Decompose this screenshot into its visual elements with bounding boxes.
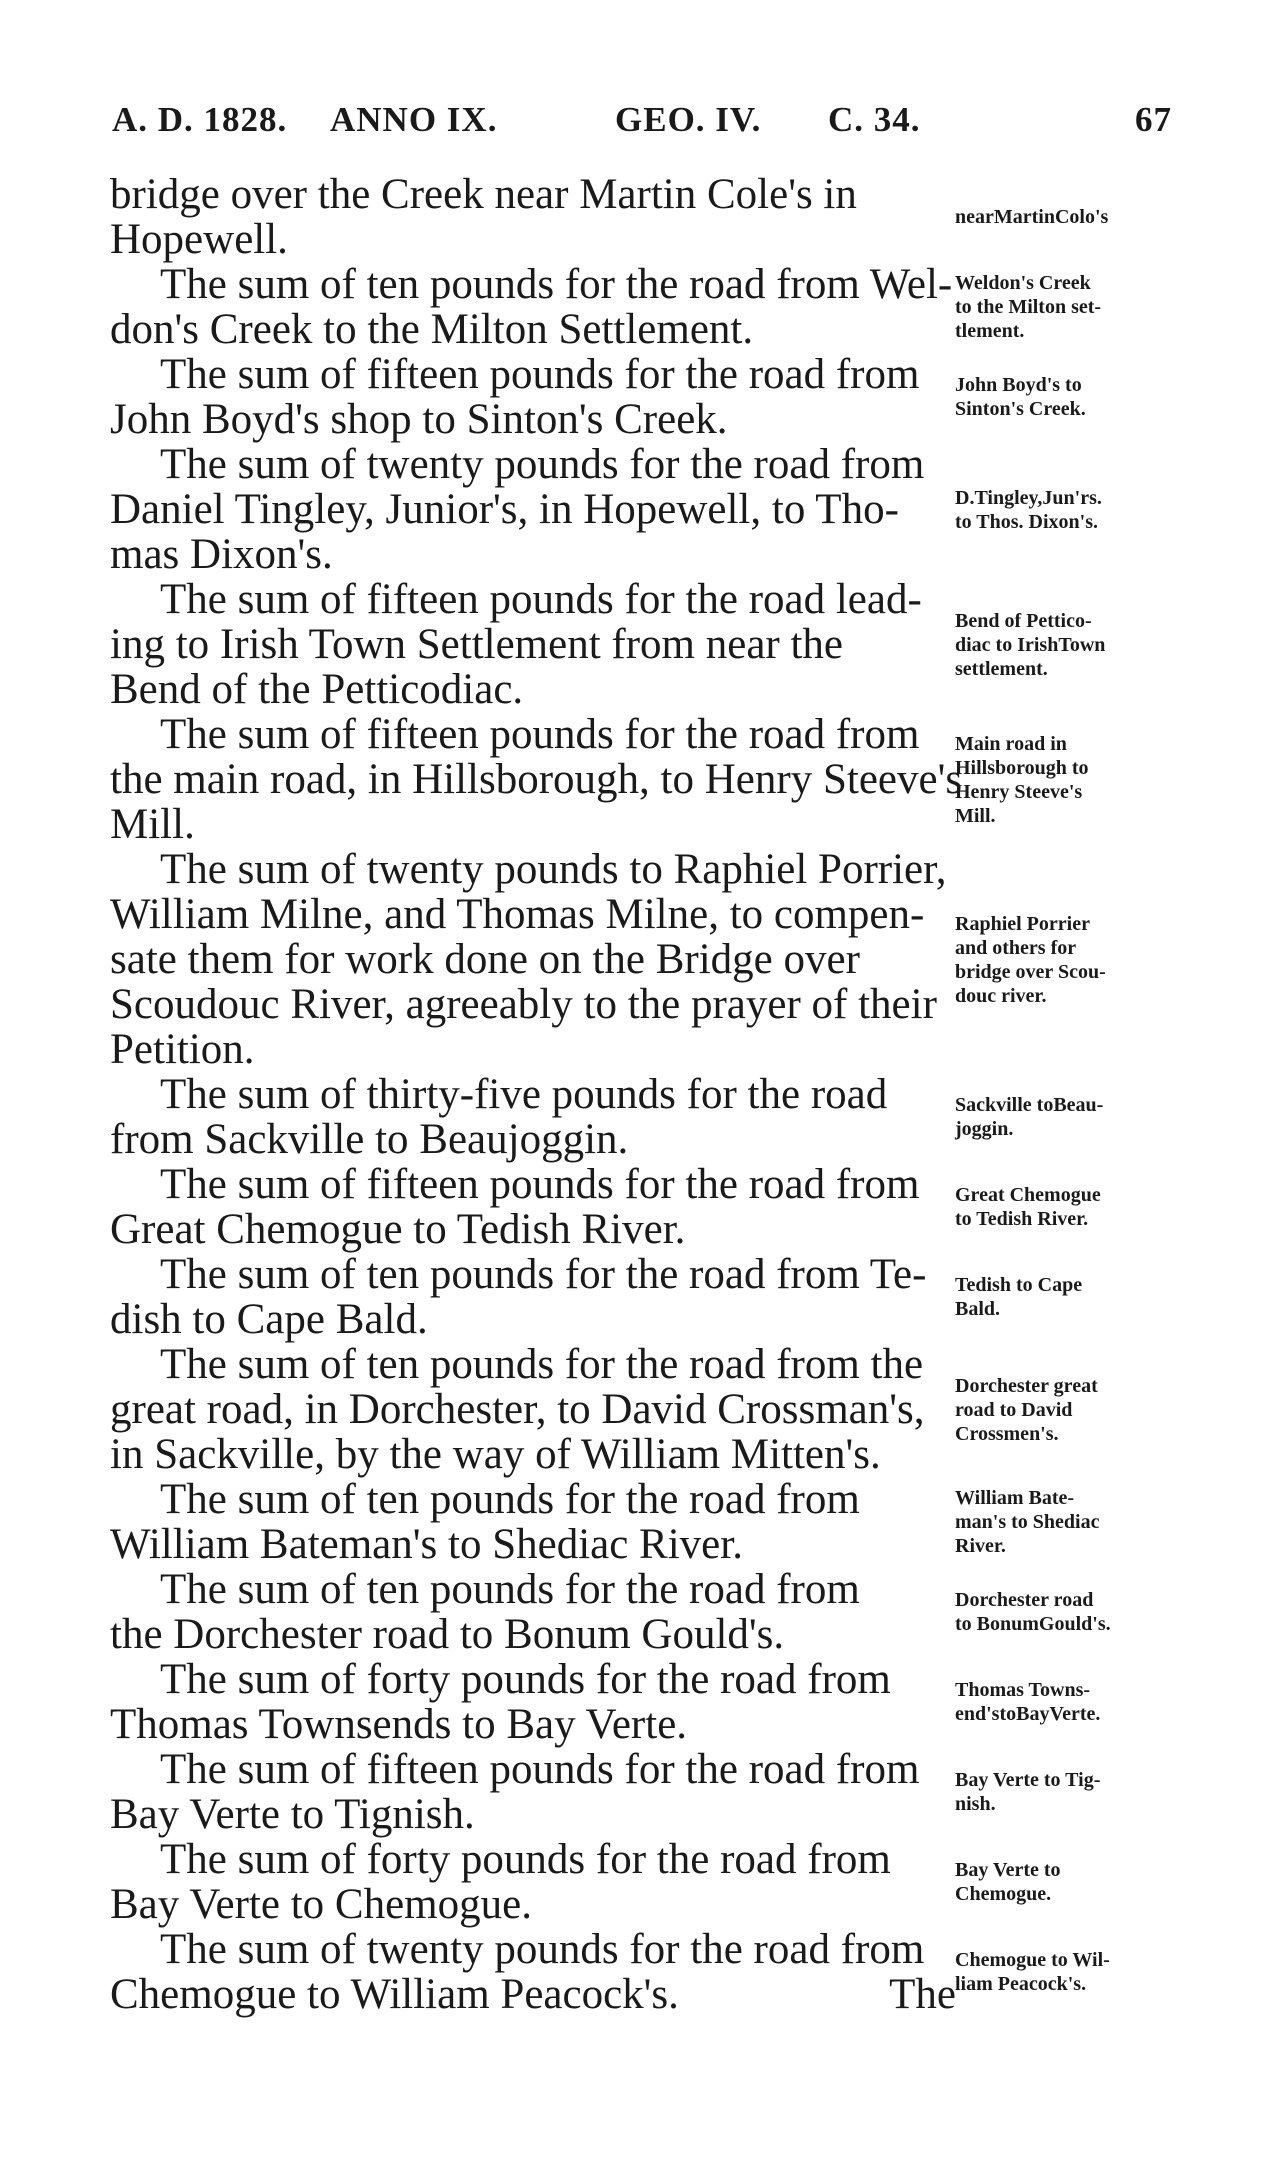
text-line: The sum of fifteen pounds for the road lead- [160, 576, 922, 623]
margin-note-line: nearMartinColo's [955, 206, 1109, 228]
text-line: The sum of ten pounds for the road from Wel- [160, 261, 953, 308]
margin-note-line: nish. [955, 1793, 996, 1815]
paragraph [110, 1927, 956, 2017]
paragraph [110, 847, 956, 1072]
text-line: The sum of fifteen pounds for the road from [160, 1161, 920, 1208]
margin-note-line: Thomas Towns- [955, 1679, 1091, 1701]
margin-note-line: liam Peacock's. [955, 1973, 1087, 1995]
text-line-content: Chemogue to William Peacock's. [110, 1971, 679, 2018]
margin-note-line: diac to IrishTown [955, 633, 1106, 656]
header-chapter: C. 34. [828, 100, 921, 139]
margin-note [955, 1588, 1177, 1636]
text-line: The sum of twenty pounds for the road from [160, 1926, 925, 1973]
margin-note-line: to Tedish River. [955, 1208, 1089, 1230]
text-line: The sum of twenty pounds for the road from [160, 441, 925, 488]
margin-note [955, 486, 1177, 534]
margin-note-line: Raphiel Porrier [955, 912, 1090, 935]
text-line: William Bateman's to Shediac River. [110, 1521, 743, 1568]
margin-note-line: River. [955, 1535, 1006, 1557]
text-line: The sum of fifteen pounds for the road from [160, 711, 920, 758]
margin-note-line: Bay Verte to Tig- [955, 1769, 1101, 1791]
text-line: John Boyd's shop to Sinton's Creek. [110, 396, 728, 443]
margin-note-line: Great Chemogue [955, 1184, 1101, 1206]
margin-note [955, 1948, 1177, 1996]
margin-note-line: douc river. [955, 984, 1047, 1007]
paragraph [110, 1477, 956, 1567]
text-line: The sum of forty pounds for the road from [160, 1836, 891, 1883]
header-year: A. D. 1828. [112, 100, 288, 139]
paragraph [110, 1747, 956, 1837]
text-line: The sum of ten pounds for the road from [160, 1566, 860, 1613]
margin-note-line: Bend of Pettico- [955, 609, 1092, 632]
text-line: bridge over the Creek near Martin Cole's in [110, 171, 857, 218]
text-line: Thomas Townsends to Bay Verte. [110, 1701, 688, 1748]
margin-note [955, 1183, 1177, 1231]
text-line: William Milne, and Thomas Milne, to compen- [110, 891, 925, 938]
text-line: great road, in Dorchester, to David Crossman's, [110, 1386, 925, 1433]
paragraph [110, 1342, 956, 1477]
margin-note-line: to BonumGould's. [955, 1613, 1111, 1635]
header-reign: GEO. IV. [615, 100, 762, 139]
margin-note-line: joggin. [955, 1118, 1014, 1140]
paragraph [110, 1252, 956, 1342]
margin-note-line: Dorchester great [955, 1374, 1098, 1397]
margin-note [955, 1093, 1177, 1141]
margin-note-line: Bald. [955, 1298, 1001, 1320]
margin-note [955, 373, 1177, 421]
running-header [112, 100, 1172, 150]
margin-note-line: bridge over Scou- [955, 960, 1106, 983]
text-line: The sum of fifteen pounds for the road from [160, 1746, 920, 1793]
text-line: Daniel Tingley, Junior's, in Hopewell, to Tho- [110, 486, 899, 533]
text-line: Bay Verte to Chemogue. [110, 1881, 532, 1928]
margin-note [955, 609, 1177, 681]
paragraph [110, 1567, 956, 1657]
margin-note-line: Henry Steeve's [955, 780, 1083, 803]
margin-note-line: Bay Verte to [955, 1859, 1061, 1881]
margin-note-line: Crossmen's. [955, 1422, 1059, 1445]
text-line: Scoudouc River, agreeably to the prayer of their [110, 981, 937, 1028]
text-line: mas Dixon's. [110, 531, 333, 578]
text-line: sate them for work done on the Bridge over [110, 936, 860, 983]
margin-note-line: William Bate- [955, 1487, 1075, 1509]
text-line: Great Chemogue to Tedish River. [110, 1206, 686, 1253]
margin-note [955, 1374, 1177, 1446]
text-line: Mill. [110, 801, 195, 848]
paragraph [110, 1657, 956, 1747]
catchword: The [889, 1971, 956, 2018]
margin-note [955, 1858, 1177, 1906]
margin-note-line: Hillsborough to [955, 756, 1089, 779]
margin-note-line: to the Milton set- [955, 296, 1102, 318]
text-line: The sum of fifteen pounds for the road from [160, 351, 920, 398]
text-line: Hopewell. [110, 216, 288, 263]
margin-note-line: and others for [955, 936, 1077, 959]
margin-note-line: settlement. [955, 657, 1048, 680]
text-line: from Sackville to Beaujoggin. [110, 1116, 629, 1163]
text-line: in Sackville, by the way of William Mitten's. [110, 1431, 881, 1478]
paragraph [110, 1162, 956, 1252]
text-line: Petition. [110, 1026, 255, 1073]
text-line: ing to Irish Town Settlement from near the [110, 621, 844, 668]
margin-note-line: Main road in [955, 732, 1067, 755]
page-number: 67 [1135, 100, 1172, 139]
paragraph [110, 442, 956, 577]
margin-note [955, 271, 1177, 343]
margin-note-line: Dorchester road [955, 1589, 1094, 1611]
margin-note [955, 1273, 1177, 1321]
text-line: The sum of forty pounds for the road from [160, 1656, 891, 1703]
text-line: The sum of ten pounds for the road from [160, 1476, 860, 1523]
margin-note-line: Tedish to Cape [955, 1274, 1083, 1296]
margin-note-line: end'stoBayVerte. [955, 1703, 1101, 1725]
header-anno: ANNO IX. [330, 100, 498, 139]
text-line: The sum of ten pounds for the road from the [160, 1341, 924, 1388]
margin-note-line: Chemogue to Wil- [955, 1949, 1110, 1971]
text-line: Bend of the Petticodiac. [110, 666, 524, 713]
paragraph [110, 352, 956, 442]
paragraph [110, 711, 963, 848]
text-line: the Dorchester road to Bonum Gould's. [110, 1611, 785, 1658]
margin-note-line: Chemogue. [955, 1883, 1052, 1905]
paragraph [110, 262, 956, 352]
margin-note-line: Sinton's Creek. [955, 398, 1086, 420]
margin-note-line: Mill. [955, 804, 996, 827]
paragraph [110, 172, 956, 262]
text-line: don's Creek to the Milton Settlement. [110, 306, 754, 353]
margin-note-line: D.Tingley,Jun'rs. [955, 486, 1102, 509]
body-text [110, 171, 963, 2018]
margin-note-line: tlement. [955, 320, 1025, 342]
margin-note [955, 1486, 1177, 1558]
margin-note [955, 912, 1177, 1008]
paragraph [110, 577, 956, 712]
margin-note [955, 1678, 1177, 1726]
margin-note [955, 732, 1177, 828]
margin-note-line: Sackville toBeau- [955, 1094, 1104, 1116]
paragraph [110, 1837, 956, 1927]
margin-note-line: to Thos. Dixon's. [955, 510, 1099, 533]
text-line [110, 1972, 956, 2017]
margin-note-line: Weldon's Creek [955, 272, 1091, 294]
text-line: The sum of ten pounds for the road from Te- [160, 1251, 927, 1298]
text-line: The sum of thirty-five pounds for the road [160, 1071, 888, 1118]
margin-note-line: man's to Shediac [955, 1511, 1100, 1533]
margin-note [955, 1768, 1177, 1816]
margin-note-line: John Boyd's to [955, 374, 1082, 396]
text-line: the main road, in Hillsborough, to Henry Steeve's [110, 756, 963, 803]
text-line: The sum of twenty pounds to Raphiel Porrier, [160, 846, 947, 893]
text-line: dish to Cape Bald. [110, 1296, 428, 1343]
text-line: Bay Verte to Tignish. [110, 1791, 475, 1838]
margin-note [955, 205, 1177, 229]
margin-note-line: road to David [955, 1398, 1073, 1421]
paragraph [110, 1072, 956, 1162]
